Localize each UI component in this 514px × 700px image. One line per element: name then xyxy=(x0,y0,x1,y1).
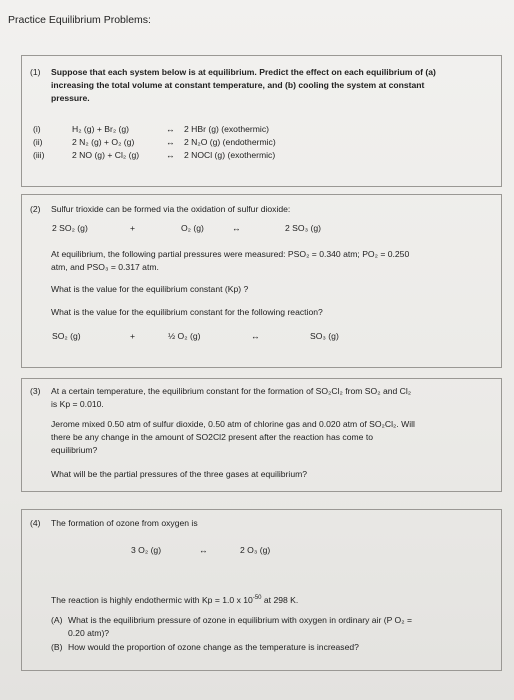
q4-eq-arrow: ↔ xyxy=(199,545,208,555)
q1-reaction-arrow: ↔ xyxy=(166,137,175,147)
q3-line6: What will be the partial pressures of the three gases at equilibrium? xyxy=(51,469,308,479)
q2-eq1-plus: + xyxy=(130,223,136,233)
q1-reaction-products: 2 HBr (g) (exothermic) xyxy=(184,124,269,134)
q4-part-a-label: (A) xyxy=(51,615,63,625)
q1-prompt-line2: increasing the total volume at constant temperature, and (b) cooling the system at constant xyxy=(51,80,425,90)
q2-eq1-reactant-a: 2 SO₂ (g) xyxy=(52,223,88,233)
q1-reaction-products: 2 NOCl (g) (exothermic) xyxy=(184,150,276,160)
q2-eq2-product: SO₃ (g) xyxy=(310,331,339,341)
q1-reaction-label: (i) xyxy=(33,124,41,134)
q4-number: (4) xyxy=(30,518,41,528)
q3-line3: Jerome mixed 0.50 atm of sulfur dioxide, 0.50 atm of chlorine gas and 0.020 atm of SO₂Cl₂. Will xyxy=(51,419,415,429)
q3-number: (3) xyxy=(30,386,41,396)
q4-prompt: The formation of ozone from oxygen is xyxy=(51,518,198,528)
q4-line1 xyxy=(51,594,298,607)
q1-prompt-line1: Suppose that each system below is at equilibrium. Predict the effect on each equilibrium of (a) xyxy=(51,67,436,77)
q1-reaction-arrow: ↔ xyxy=(166,150,175,160)
q1-reaction-label: (ii) xyxy=(33,137,43,147)
q1-reaction-reactants: 2 NO (g) + Cl₂ (g) xyxy=(72,150,140,160)
q4-eq-reactant: 3 O₂ (g) xyxy=(131,545,162,555)
q2-eq2-reactant-b: ½ O₂ (g) xyxy=(168,331,201,341)
q3-line2: is Kp = 0.010. xyxy=(51,399,104,409)
q2-eq1-arrow: ↔ xyxy=(232,223,241,233)
q2-line1: At equilibrium, the following partial pressures were measured: PSO₂ = 0.340 atm; PO₂ = 0.250 xyxy=(51,249,410,259)
q3-line1: At a certain temperature, the equilibrium constant for the formation of SO₂Cl₂ from SO₂ and Cl₂ xyxy=(51,386,412,396)
q1-prompt-line3: pressure. xyxy=(51,93,90,103)
q4-eq-product: 2 O₃ (g) xyxy=(240,545,271,555)
q4-part-b-line1: How would the proportion of ozone change as the temperature is increased? xyxy=(68,642,359,652)
q1-reaction-arrow: ↔ xyxy=(166,124,175,134)
q2-eq1-reactant-b: O₂ (g) xyxy=(181,223,204,233)
q2-eq1-product: 2 SO₃ (g) xyxy=(285,223,321,233)
q1-reaction-products: 2 N₂O (g) (endothermic) xyxy=(184,137,276,147)
q3-line5: equilibrium? xyxy=(51,445,98,455)
q4-line1-text: The reaction is highly endothermic with Kp = 1.0 x 10 xyxy=(51,595,253,605)
q4-line1-exponent: -50 xyxy=(252,595,262,602)
q4-part-a-line1: What is the equilibrium pressure of ozone in equilibrium with oxygen in ordinary air (P O₂ = xyxy=(68,615,412,625)
q2-number: (2) xyxy=(30,204,41,214)
q1-reaction-reactants: 2 N₂ (g) + O₂ (g) xyxy=(72,137,135,147)
q2-question1: What is the value for the equilibrium constant (Kp) ? xyxy=(51,284,249,294)
q3-line4: there be any change in the amount of SO2Cl2 present after the reaction has come to xyxy=(51,432,373,442)
q4-part-b-label: (B) xyxy=(51,642,63,652)
q2-eq2-plus: + xyxy=(130,331,136,341)
q2-question2: What is the value for the equilibrium constant for the following reaction? xyxy=(51,307,323,317)
q1-number: (1) xyxy=(30,67,41,77)
q2-prompt: Sulfur trioxide can be formed via the oxidation of sulfur dioxide: xyxy=(51,204,291,214)
q2-line2: atm, and PSO₃ = 0.317 atm. xyxy=(51,262,159,272)
q1-reaction-label: (iii) xyxy=(33,150,45,160)
q2-eq2-arrow: ↔ xyxy=(251,331,260,341)
page-title: Practice Equilibrium Problems: xyxy=(8,14,151,26)
q2-eq2-reactant-a: SO₂ (g) xyxy=(52,331,81,341)
question-2-box xyxy=(21,194,502,368)
q1-reaction-reactants: H₂ (g) + Br₂ (g) xyxy=(72,124,130,134)
q4-line1-suffix: at 298 K. xyxy=(261,595,299,605)
q4-part-a-line2: 0.20 atm)? xyxy=(68,628,110,638)
